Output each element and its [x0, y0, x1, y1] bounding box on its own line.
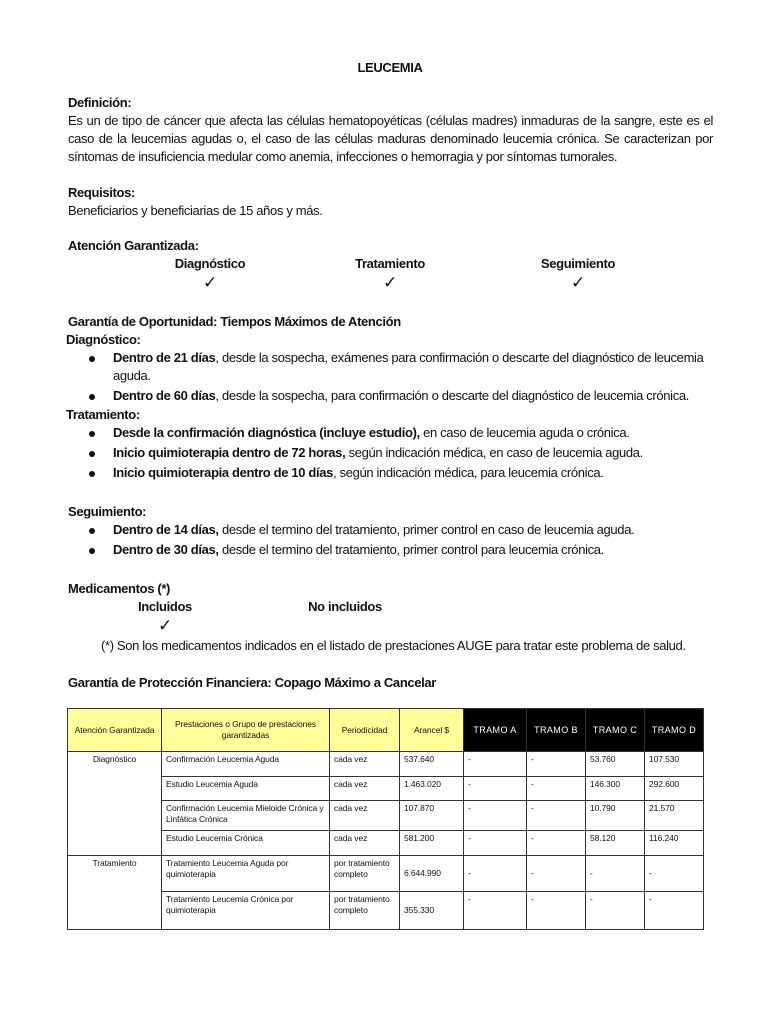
- seguimiento-list: [68, 521, 713, 559]
- bullet-icon: [89, 548, 95, 554]
- care-column-seguimiento: Seguimiento ✓: [518, 255, 638, 293]
- diagnostico-heading: Diagnóstico:: [66, 332, 141, 347]
- cell-arancel: 6.644.990: [400, 856, 464, 892]
- cell-tramo-d: 292.600: [645, 777, 704, 801]
- cell-periodicidad: cada vez: [330, 801, 400, 831]
- tratamiento-heading: Tratamiento:: [66, 407, 140, 422]
- bullet-icon: [89, 431, 95, 437]
- header-tramo-c: TRAMO C: [586, 709, 645, 752]
- guaranteed-care-heading: Atención Garantizada:: [68, 238, 199, 253]
- table-row: [68, 777, 704, 801]
- cell-periodicidad: cada vez: [330, 777, 400, 801]
- definition-heading: Definición:: [68, 95, 132, 110]
- list-item: Dentro de 21 días, desde la sospecha, exámenes para confirmación o descarte del diagnóstico de leucemia aguda.: [68, 349, 713, 385]
- bullet-icon: [89, 528, 95, 534]
- cell-prestacion: Tratamiento Leucemia Aguda por quimioterapia: [162, 856, 330, 892]
- cell-tramo-c: 10.790: [586, 801, 645, 831]
- cell-periodicidad: por tratamiento completo: [330, 892, 400, 930]
- list-item: Dentro de 30 días, desde el termino del tratamiento, primer control para leucemia crónica.: [68, 541, 713, 559]
- medications-columns: [0, 598, 768, 638]
- tratamiento-list: [68, 424, 713, 482]
- financial-table: [67, 708, 704, 930]
- bullet-icon: [89, 471, 95, 477]
- header-periodicidad: Periodicidad: [330, 709, 400, 752]
- header-tramo-d: TRAMO D: [645, 709, 704, 752]
- header-tramo-a: TRAMO A: [464, 709, 527, 752]
- cell-prestacion: Estudio Leucemia Aguda: [162, 777, 330, 801]
- medications-heading: Medicamentos (*): [68, 581, 171, 596]
- list-item: Inicio quimioterapia dentro de 10 días, según indicación médica, para leucemia crónica.: [68, 464, 713, 482]
- cell-tramo-b: -: [527, 752, 586, 777]
- bullet-icon: [89, 356, 95, 362]
- check-icon: ✓: [571, 273, 585, 292]
- cell-tramo-d: 21.570: [645, 801, 704, 831]
- cell-arancel: 355.330: [400, 892, 464, 930]
- medications-note: (*) Son los medicamentos indicados en el listado de prestaciones AUGE para tratar este problema de salud.: [101, 638, 686, 653]
- list-item: Dentro de 14 días, desde el termino del tratamiento, primer control en caso de leucemia aguda.: [68, 521, 713, 539]
- bullet-icon: [89, 451, 95, 457]
- seguimiento-section: [68, 503, 713, 559]
- requirements-text: Beneficiarios y beneficiarias de 15 años y más.: [68, 203, 323, 218]
- cell-tramo-a: -: [464, 801, 527, 831]
- medications-not-included: No incluidos: [308, 599, 382, 614]
- medications-included: Incluidos ✓: [105, 598, 225, 636]
- seguimiento-heading: Seguimiento:: [68, 504, 147, 519]
- table-row: [68, 831, 704, 856]
- cell-prestacion: Estudio Leucemia Crónica: [162, 831, 330, 856]
- cell-tramo-b: -: [527, 856, 586, 892]
- list-item: Desde la confirmación diagnóstica (incluye estudio), en caso de leucemia aguda o crónica.: [68, 424, 713, 442]
- cell-arancel: 107.870: [400, 801, 464, 831]
- opportunity-heading: Garantía de Oportunidad: Tiempos Máximos de Atención: [68, 314, 401, 329]
- guaranteed-care-columns: [0, 255, 768, 295]
- header-atencion: Atención Garantizada: [68, 709, 162, 752]
- page-title: LEUCEMIA: [357, 60, 423, 75]
- cell-tramo-a: -: [464, 856, 527, 892]
- cell-tramo-a: -: [464, 752, 527, 777]
- cell-tramo-b: -: [527, 777, 586, 801]
- diagnostico-list: [68, 349, 713, 405]
- requirements-section: [68, 184, 713, 220]
- cell-tramo-c: -: [586, 892, 645, 930]
- definition-section: [68, 94, 713, 166]
- table-row: [68, 892, 704, 930]
- cell-prestacion: Confirmación Leucemia Mieloide Crónica y Linfática Crónica: [162, 801, 330, 831]
- cell-tramo-c: 53.760: [586, 752, 645, 777]
- cell-arancel: 581.200: [400, 831, 464, 856]
- header-arancel: Arancel $: [400, 709, 464, 752]
- cell-tramo-d: -: [645, 892, 704, 930]
- cell-tramo-b: -: [527, 831, 586, 856]
- cell-tramo-d: 107.530: [645, 752, 704, 777]
- header-tramo-b: TRAMO B: [527, 709, 586, 752]
- cell-tramo-c: 146.300: [586, 777, 645, 801]
- care-column-diagnostico: Diagnóstico ✓: [150, 255, 270, 293]
- cell-periodicidad: por tratamiento completo: [330, 856, 400, 892]
- check-icon: ✓: [158, 616, 172, 635]
- table-row: [68, 856, 704, 892]
- cell-tramo-a: -: [464, 777, 527, 801]
- opportunity-section: [68, 313, 713, 482]
- cell-periodicidad: cada vez: [330, 831, 400, 856]
- cell-prestacion: Confirmación Leucemia Aguda: [162, 752, 330, 777]
- cell-tramo-b: -: [527, 892, 586, 930]
- check-icon: ✓: [383, 273, 397, 292]
- table-row: [68, 801, 704, 831]
- bullet-icon: [89, 394, 95, 400]
- cell-tramo-a: -: [464, 831, 527, 856]
- table-row: [68, 752, 704, 777]
- group-diagnostico: Diagnóstico: [68, 752, 162, 856]
- header-prestaciones: Prestaciones o Grupo de prestaciones garantizadas: [162, 709, 330, 752]
- cell-tramo-d: 116.240: [645, 831, 704, 856]
- cell-tramo-a: -: [464, 892, 527, 930]
- cell-arancel: 537.640: [400, 752, 464, 777]
- list-item: Dentro de 60 días, desde la sospecha, para confirmación o descarte del diagnóstico de leucemia crónica.: [68, 387, 713, 405]
- care-column-tratamiento: Tratamiento ✓: [330, 255, 450, 293]
- cell-arancel: 1.463.020: [400, 777, 464, 801]
- cell-tramo-b: -: [527, 801, 586, 831]
- cell-prestacion: Tratamiento Leucemia Crónica por quimioterapia: [162, 892, 330, 930]
- financial-heading: Garantía de Protección Financiera: Copago Máximo a Cancelar: [68, 675, 437, 690]
- requirements-heading: Requisitos:: [68, 185, 135, 200]
- cell-periodicidad: cada vez: [330, 752, 400, 777]
- cell-tramo-c: -: [586, 856, 645, 892]
- check-icon: ✓: [203, 273, 217, 292]
- cell-tramo-c: 58.120: [586, 831, 645, 856]
- definition-text: Es un de tipo de cáncer que afecta las células hematopoyéticas (células madres) inmaduras de la sangre, este es el caso de la leucemias agudas o, el caso de las células maduras denominado leucemia crónica. Se caracterizan por síntomas de insuficiencia medular como anemia, infecciones o hemorragia y por síntomas tumorales.: [68, 113, 713, 164]
- group-tratamiento: Tratamiento: [68, 856, 162, 930]
- table-header-row: [68, 709, 704, 752]
- list-item: Inicio quimioterapia dentro de 72 horas, según indicación médica, en caso de leucemia aguda.: [68, 444, 713, 462]
- cell-tramo-d: -: [645, 856, 704, 892]
